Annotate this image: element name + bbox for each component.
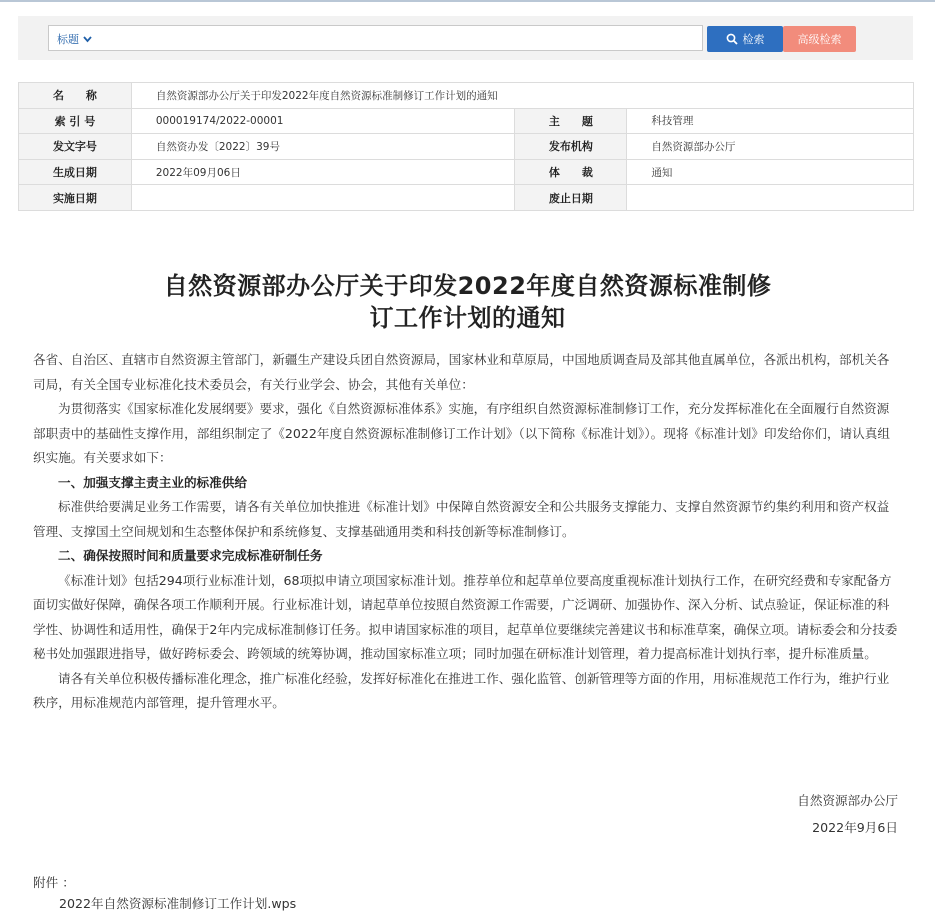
meta-row-created <box>19 159 914 185</box>
meta-docno-label: 发文字号 <box>19 134 132 160</box>
document-title-line2: 订工作计划的通知 <box>369 304 566 332</box>
signature-block <box>797 787 898 841</box>
search-icon <box>726 33 738 45</box>
meta-repeal-value <box>627 185 914 211</box>
search-input[interactable] <box>101 29 696 47</box>
meta-row-docno <box>19 134 914 160</box>
body-paragraph: 《标准计划》包括294项行业标准计划，68项拟申请立项国家标准计划。推荐单位和起草单位要高度重视标准计划执行工作，在研究经费和专家配备方面切实做好保障，确保各项工作顺利开展。行业标准计划，请起草单位按照自然资源工作需要，广泛调研、加强协作、深入分析、试点验证，保证标准的科学性、协调性和适用性，确保于2年内完成标准制修订任务。拟申请国家标准的项目，起草单位要继续完善建议书和标准草案，确保立项。请标委会和分技委秘书处加强跟进指导，做好跨标委会、跨领域的统筹协调，推动国家标准立项；同时加强在研标准计划管理，着力提高标准计划执行率，提升标准质量。 <box>33 572 898 661</box>
signature-date: 2022年9月6日 <box>812 820 898 835</box>
body-paragraph: 为贯彻落实《国家标准化发展纲要》要求，强化《自然资源标准体系》实施，有序组织自然资源标准制修订工作，充分发挥标准化在全面履行自然资源部职责中的基础性支撑作用，部组织制定了《2022年度自然资源标准制修订工作计划》（以下简称《标准计划》）。现将《标准计划》印发给你们，请认真组织实施。有关要求如下： <box>33 401 890 465</box>
search-box <box>48 25 703 51</box>
meta-index-value: 000019174/2022-00001 <box>131 108 515 134</box>
meta-name-label: 名 称 <box>19 83 132 109</box>
meta-created-value: 2022年09月06日 <box>131 159 515 185</box>
attachment-label: 附件 ： <box>33 875 75 890</box>
document-meta-table <box>18 82 914 211</box>
meta-name-value: 自然资源部办公厅关于印发2022年度自然资源标准制修订工作计划的通知 <box>131 83 913 109</box>
body-addressees: 各省、自治区、直辖市自然资源主管部门，新疆生产建设兵团自然资源局，国家林业和草原局，中国地质调查局及部其他直属单位，各派出机构，部机关各司局，有关全国专业标准化技术委员会，有关行业学会、协会，其他有关单位： <box>33 352 890 392</box>
document-title <box>0 270 935 334</box>
search-button-label: 检索 <box>742 33 765 46</box>
meta-subject-value: 科技管理 <box>627 108 914 134</box>
meta-subject-label: 主 题 <box>515 108 627 134</box>
meta-row-index <box>19 108 914 134</box>
meta-issuer-label: 发布机构 <box>515 134 627 160</box>
top-border <box>0 0 935 2</box>
advanced-search-label: 高级检索 <box>797 33 842 46</box>
attachment-link[interactable]: 2022年自然资源标准制修订工作计划.wps <box>59 896 297 911</box>
meta-repeal-label: 废止日期 <box>515 185 627 211</box>
search-button[interactable] <box>707 26 783 52</box>
meta-genre-label: 体 裁 <box>515 159 627 185</box>
meta-row-effective <box>19 185 914 211</box>
meta-index-label: 索 引 号 <box>19 108 132 134</box>
meta-docno-value: 自然资办发〔2022〕39号 <box>131 134 515 160</box>
meta-created-label: 生成日期 <box>19 159 132 185</box>
advanced-search-button[interactable] <box>783 26 856 52</box>
document-title-line1: 自然资源部办公厅关于印发2022年度自然资源标准制修 <box>163 272 772 300</box>
meta-genre-value: 通知 <box>627 159 914 185</box>
meta-issuer-value: 自然资源部办公厅 <box>627 134 914 160</box>
document-body <box>33 348 901 716</box>
meta-effective-value <box>131 185 515 211</box>
meta-row-name <box>19 83 914 109</box>
body-paragraph: 请各有关单位积极传播标准化理念，推广标准化经验，发挥好标准化在推进工作、强化监管、创新管理等方面的作用，用标准规范工作行为，维护行业秩序，用标准规范内部管理，提升管理水平。 <box>33 670 890 710</box>
section-heading: 一、加强支撑主责主业的标准供给 <box>58 474 247 490</box>
body-paragraph: 标准供给要满足业务工作需要，请各有关单位加快推进《标准计划》中保障自然资源安全和公共服务支撑能力、支撑自然资源节约集约利用和资产权益管理、支撑国土空间规划和生态整体保护和系统修复、支撑基础通用类和科技创新等标准制修订。 <box>33 499 890 539</box>
meta-effective-label: 实施日期 <box>19 185 132 211</box>
search-bar <box>18 16 913 60</box>
section-heading: 二、确保按照时间和质量要求完成标准研制任务 <box>58 548 323 563</box>
search-type-label: 标题 <box>57 33 79 46</box>
signature-org: 自然资源部办公厅 <box>797 793 898 808</box>
chevron-down-icon <box>83 35 92 46</box>
search-type-select[interactable] <box>57 31 92 47</box>
